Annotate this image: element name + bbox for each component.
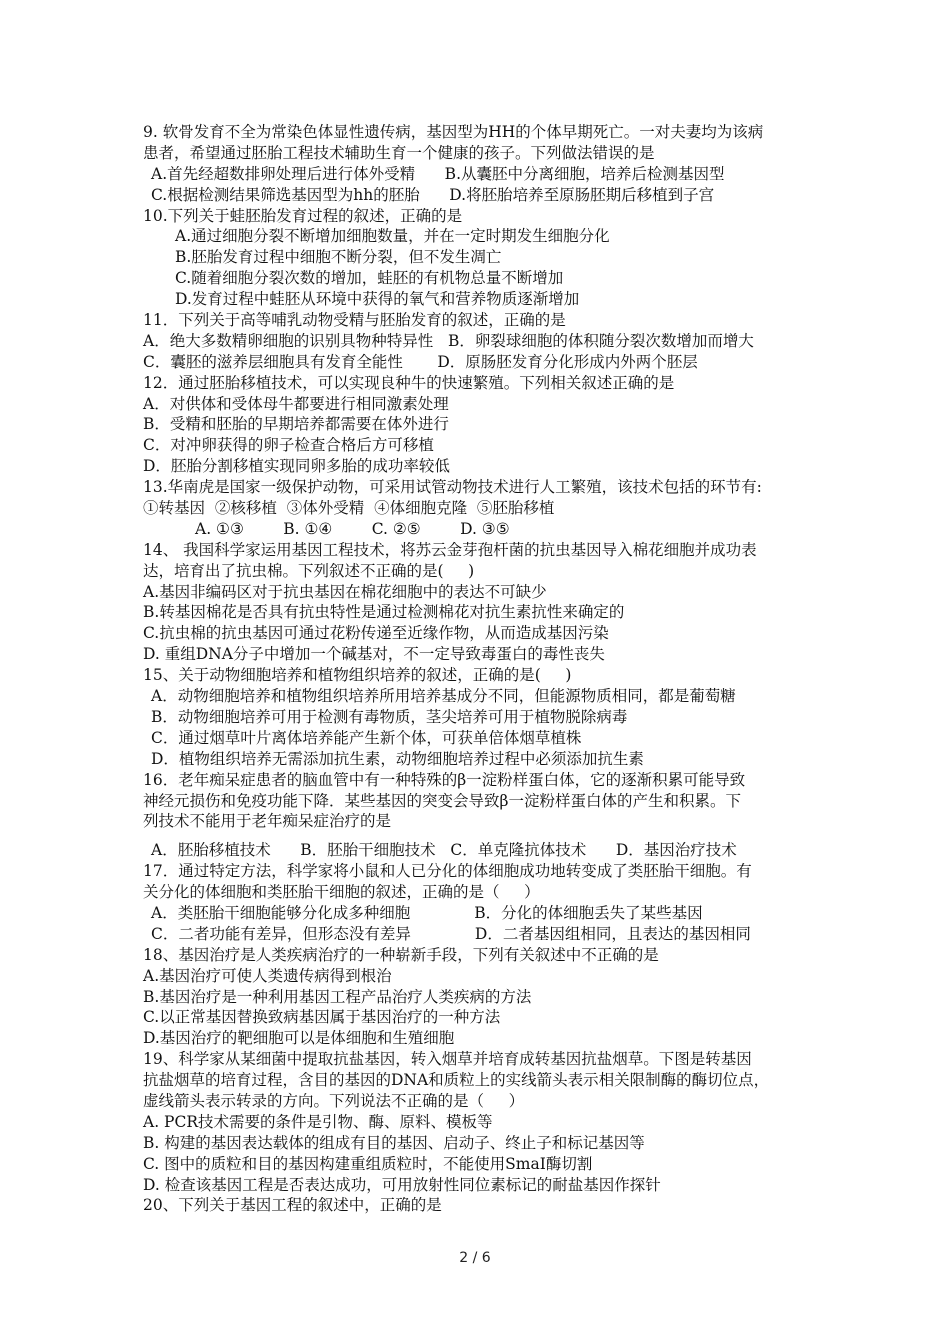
text-line: D.发育过程中蛙胚从环境中获得的氧气和营养物质逐渐增加 — [175, 290, 580, 309]
text-line: A.基因非编码区对于抗虫基因在棉花细胞中的表达不可缺少 — [143, 582, 547, 601]
text-line: B.基因治疗是一种利用基因工程产品治疗人类疾病的方法 — [143, 987, 532, 1006]
page-number: 2 / 6 — [459, 1250, 491, 1266]
text-line: D．胚胎分割移植实现同卵多胎的成功率较低 — [143, 457, 450, 476]
line-gap — [143, 832, 813, 840]
text-line: C．二者功能有差异，但形态没有差异 D．二者基因组相同，且表达的基因相同 — [151, 924, 751, 943]
text-line: A．绝大多数精卵细胞的识别具物种特异性 B．卵裂球细胞的体积随分裂次数增加而增大 — [143, 331, 754, 350]
text-line: D.基因治疗的靶细胞可以是体细胞和生殖细胞 — [143, 1029, 455, 1048]
text-line: A. ①③ B. ①④ C. ②⑤ D. ③⑤ — [195, 519, 510, 538]
text-line: 列技术不能用于老年痴呆症治疗的是 — [143, 812, 392, 831]
text-line: A．对供体和受体母牛都要进行相同激素处理 — [143, 394, 449, 413]
text-line: C.根据检测结果筛选基因型为hh的胚胎 D.将胚胎培养至原肠胚期后移植到子宫 — [151, 185, 715, 204]
text-line: 18、基因治疗是人类疾病治疗的一种崭新手段，下列有关叙述中不正确的是 — [143, 945, 659, 964]
text-line: A.通过细胞分裂不断增加细胞数量，并在一定时期发生细胞分化 — [175, 227, 610, 246]
text-line: 11．下列关于高等哺乳动物受精与胚胎发育的叙述，正确的是 — [143, 311, 566, 330]
text-line: C.抗虫棉的抗虫基因可通过花粉传递至近缘作物，从而造成基因污染 — [143, 624, 609, 643]
text-line: 10.下列关于蛙胚胎发育过程的叙述，正确的是 — [143, 206, 463, 225]
text-line: 神经元损伤和免疫功能下降．某些基因的突变会导致β一淀粉样蛋白体的产生和积累。下 — [143, 791, 741, 810]
text-line: A.首先经超数排卵处理后进行体外受精 B.从囊胚中分离细胞，培养后检测基因型 — [151, 164, 725, 183]
text-line: B.胚胎发育过程中细胞不断分裂，但不发生凋亡 — [175, 248, 502, 267]
text-line: 17．通过特定方法，科学家将小鼠和人已分化的体细胞成功地转变成了类胚胎干细胞。有 — [143, 862, 752, 881]
text-line: 患者，希望通过胚胎工程技术辅助生育一个健康的孩子。下列做法错误的是 — [143, 143, 655, 162]
text-line: 虚线箭头表示转录的方向。下列说法不正确的是（ ） — [143, 1091, 525, 1110]
text-line: A．类胚胎干细胞能够分化成多种细胞 B．分化的体细胞丢失了某些基因 — [151, 903, 703, 922]
text-line: 13.华南虎是国家一级保护动物，可采用试管动物技术进行人工繁殖，该技术包括的环节有: — [143, 478, 762, 497]
text-line: 20、下列关于基因工程的叙述中，正确的是 — [143, 1196, 442, 1215]
text-line: B．受精和胚胎的早期培养都需要在体外进行 — [143, 415, 449, 434]
text-line: A.基因治疗可使人类遗传病得到根治 — [143, 966, 392, 985]
text-line: 15、关于动物细胞培养和植物组织培养的叙述，正确的是( ) — [143, 666, 572, 685]
text-line: 关分化的体细胞和类胚胎干细胞的叙述，正确的是（ ） — [143, 883, 540, 902]
text-line: 19、科学家从某细菌中提取抗盐基因，转入烟草并培育成转基因抗盐烟草。下图是转基因 — [143, 1050, 752, 1069]
text-line: D. 检查该基因工程是否表达成功，可用放射性同位素标记的耐盐基因作探针 — [143, 1175, 661, 1194]
text-line: C. 图中的质粒和目的基因构建重组质粒时，不能使用SmaⅠ酶切割 — [143, 1154, 593, 1173]
text-line: B.转基因棉花是否具有抗虫特性是通过检测棉花对抗生素抗性来确定的 — [143, 603, 625, 622]
text-line: 16．老年痴呆症患者的脑血管中有一种特殊的β一淀粉样蛋白体，它的逐渐积累可能导致 — [143, 770, 746, 789]
text-line: 9. 软骨发育不全为常染色体显性遗传病，基因型为HH的个体早期死亡。一对夫妻均为该病 — [143, 123, 764, 141]
text-line: 12．通过胚胎移植技术，可以实现良种牛的快速繁殖。下列相关叙述正确的是 — [143, 373, 675, 392]
text-line: C．通过烟草叶片离体培养能产生新个体，可获单倍体烟草植株 — [151, 728, 582, 747]
text-line: C.随着细胞分裂次数的增加，蛙胚的有机物总量不断增加 — [175, 269, 564, 288]
text-line: D. 重组DNA分子中增加一个碱基对，不一定导致毒蛋白的毒性丧失 — [143, 645, 605, 664]
text-line: 抗盐烟草的培育过程，含目的基因的DNA和质粒上的实线箭头表示相关限制酶的酶切位点， — [143, 1071, 770, 1090]
text-line: B. 构建的基因表达载体的组成有目的基因、启动子、终止子和标记基因等 — [143, 1133, 645, 1152]
text-line: A．胚胎移植技术 B．胚胎干细胞技术 C．单克隆抗体技术 D．基因治疗技术 — [151, 841, 737, 860]
text-line: 14、 我国科学家运用基因工程技术，将苏云金芽孢杆菌的抗虫基因导入棉花细胞并成功表 — [143, 540, 757, 559]
text-line: D．植物组织培养无需添加抗生素，动物细胞培养过程中必须添加抗生素 — [151, 749, 644, 768]
text-line: B．动物细胞培养可用于检测有毒物质，茎尖培养可用于植物脱除病毒 — [151, 707, 628, 726]
text-line: C．对冲卵获得的卵子检查合格后方可移植 — [143, 436, 434, 455]
text-line: ①转基因 ②核移植 ③体外受精 ④体细胞克隆 ⑤胚胎移植 — [143, 499, 555, 518]
question-text-body — [143, 122, 813, 1216]
text-line: C.以正常基因替换致病基因属于基因治疗的一种方法 — [143, 1008, 501, 1027]
text-line: C．囊胚的滋养层细胞具有发育全能性 D．原肠胚发育分化形成内外两个胚层 — [143, 352, 698, 371]
text-line: A．动物细胞培养和植物组织培养所用培养基成分不同，但能源物质相同，都是葡萄糖 — [151, 687, 736, 706]
text-line: 达，培育出了抗虫棉。下列叙述不正确的是( ) — [143, 561, 475, 580]
text-line: A. PCR技术需要的条件是引物、酶、原料、模板等 — [143, 1112, 493, 1131]
